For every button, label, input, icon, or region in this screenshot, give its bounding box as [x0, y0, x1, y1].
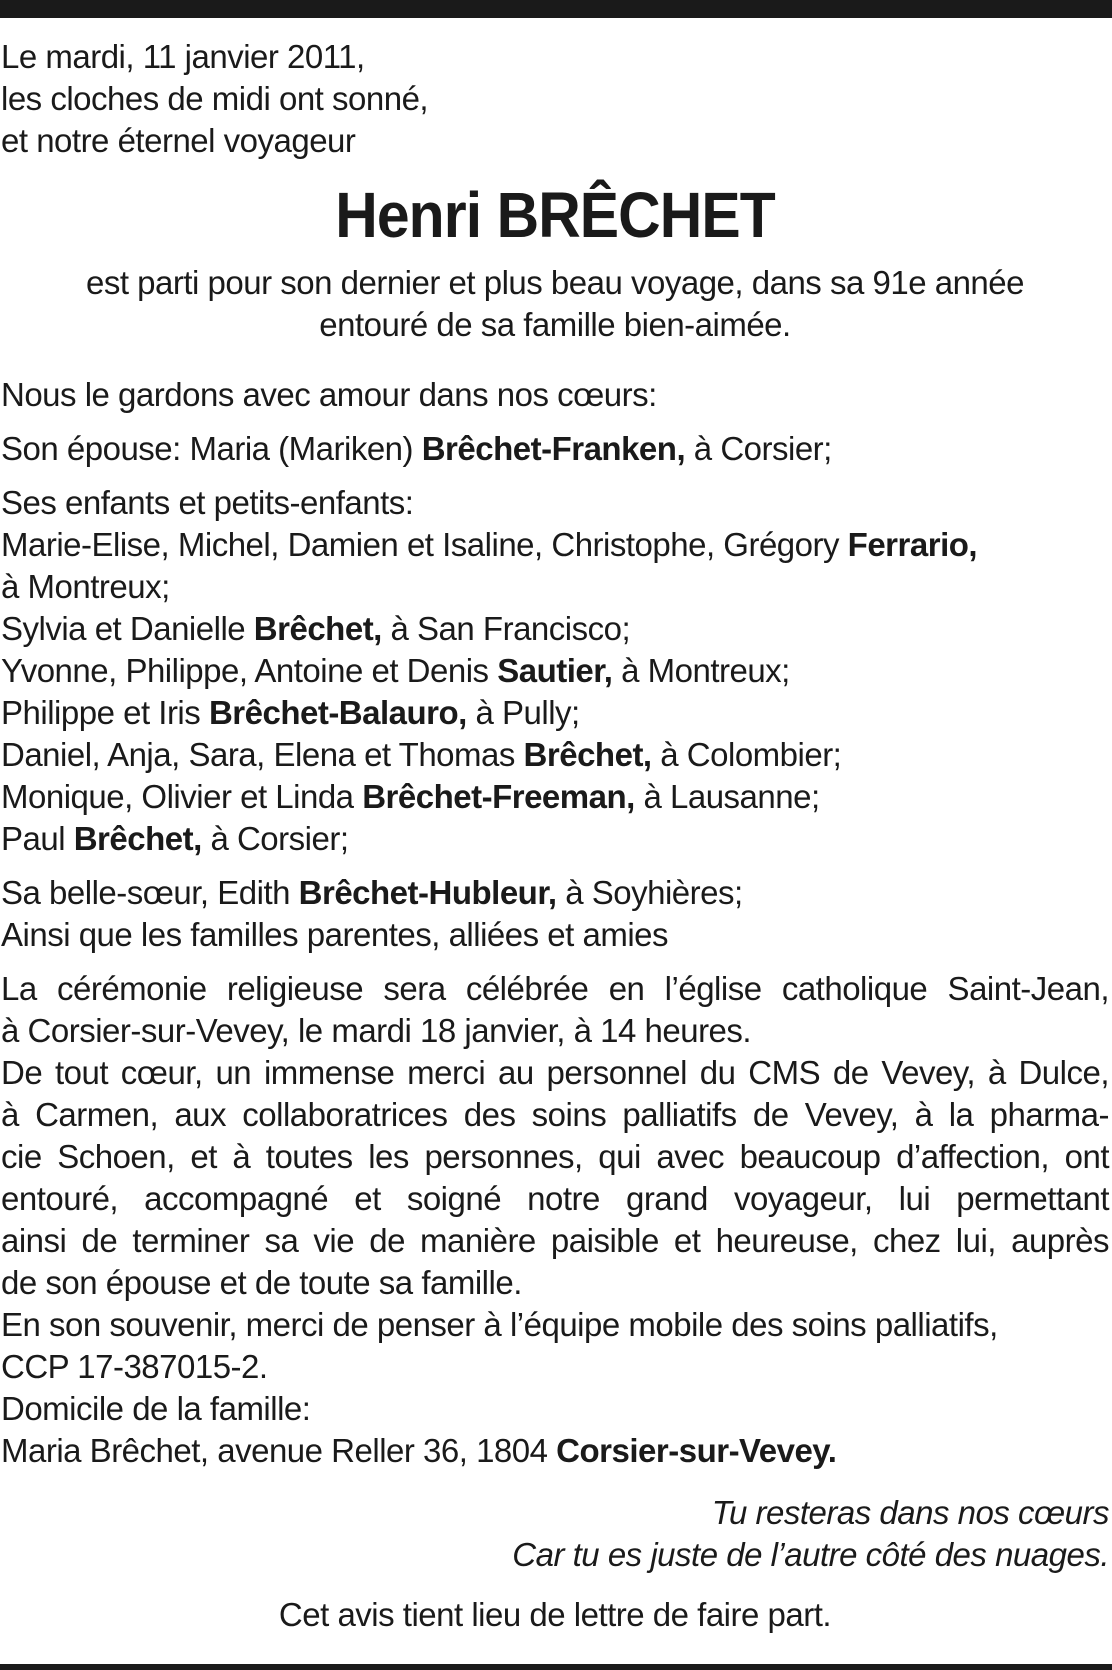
family-line — [1, 734, 1109, 776]
keep-line: Nous le gardons avec amour dans nos cœurs: — [1, 376, 657, 413]
ceremony-block — [1, 968, 1109, 1052]
family-line — [1, 692, 1109, 734]
sister-in-law-surname: Brêchet-Hubleur, — [298, 874, 557, 911]
subtitle-block — [1, 262, 1109, 346]
spouse-line — [1, 428, 1109, 470]
quote-line: Car tu es juste de l’autre côté des nuages. — [512, 1536, 1109, 1573]
footer-note: Cet avis tient lieu de lettre de faire part. — [278, 1596, 832, 1633]
family-place: à San Francisco; — [381, 610, 631, 647]
bottom-border-rule — [0, 1664, 1112, 1670]
subtitle-line: entouré de sa famille bien-aimée. — [319, 306, 791, 343]
domicile-address — [1, 1430, 1109, 1472]
family-names: Marie-Elise, Michel, Damien et Isaline, Christophe, Grégory — [1, 526, 848, 563]
sister-in-law-place: à Soyhières; — [556, 874, 743, 911]
spouse-text: Son épouse: Maria (Mariken) — [1, 430, 422, 467]
family-names: Sylvia et Danielle — [1, 610, 254, 647]
family-place: à Corsier; — [201, 820, 349, 857]
family-surname: Brêchet, — [253, 610, 382, 647]
memory-line: En son souvenir, merci de penser à l’équipe mobile des soins palliatifs, — [1, 1306, 998, 1343]
thanks-line: de son épouse et de toute sa famille. — [1, 1264, 522, 1301]
family-line — [1, 608, 1109, 650]
family-surname: Brêchet, — [523, 736, 652, 773]
family-surname: Brêchet-Balauro, — [208, 694, 467, 731]
quote-block — [1, 1492, 1109, 1576]
family-names: Philippe et Iris — [1, 694, 209, 731]
family-place: à Colombier; — [651, 736, 842, 773]
memory-line: CCP 17-387015-2. — [1, 1348, 268, 1385]
spouse-surname: Brêchet-Franken, — [421, 430, 686, 467]
family-place: à Lausanne; — [634, 778, 820, 815]
subtitle-line: est parti pour son dernier et plus beau voyage, dans sa 91e année — [85, 264, 1024, 301]
intro-line: et notre éternel voyageur — [1, 122, 356, 159]
intro-block — [1, 36, 1109, 162]
memory-block — [1, 1304, 1109, 1388]
family-place: à Montreux; — [612, 652, 790, 689]
family-names: Monique, Olivier et Linda — [1, 778, 363, 815]
thanks-line: entouré, accompagné et soigné notre grand voyageur, lui permettant — [1, 1180, 1109, 1217]
family-line — [1, 566, 1109, 608]
children-list — [1, 524, 1109, 860]
ceremony-line: à Corsier-sur-Vevey, le mardi 18 janvier, à 14 heures. — [1, 1012, 752, 1049]
sister-in-law-text: Sa belle-sœur, Edith — [1, 874, 299, 911]
thanks-block — [1, 1052, 1109, 1304]
thanks-line: cie Schoen, et à toutes les personnes, qui avec beaucoup d’affection, ont — [1, 1138, 1109, 1175]
intro-line: Le mardi, 11 janvier 2011, — [1, 38, 365, 75]
family-line — [1, 650, 1109, 692]
family-names: Daniel, Anja, Sara, Elena et Thomas — [1, 736, 524, 773]
deceased-name: Henri BRÊCHET — [335, 179, 775, 251]
domicile-heading: Domicile de la famille: — [1, 1390, 311, 1427]
thanks-line: De tout cœur, un immense merci au personnel du CMS de Vevey, à Dulce, — [1, 1054, 1109, 1091]
domicile-street: Maria Brêchet, avenue Reller 36, 1804 — [1, 1432, 557, 1469]
obituary-notice — [1, 36, 1109, 1636]
domicile-town: Corsier-sur-Vevey. — [556, 1432, 837, 1469]
family-line — [1, 776, 1109, 818]
family-names: à Montreux; — [1, 568, 170, 605]
family-place: à Pully; — [466, 694, 580, 731]
domicile-block — [1, 1388, 1109, 1472]
family-names: Paul — [1, 820, 74, 857]
thanks-line: ainsi de terminer sa vie de manière paisible et heureuse, chez lui, auprès — [1, 1222, 1109, 1259]
family-surname: Sautier, — [497, 652, 613, 689]
family-surname: Brêchet-Freeman, — [362, 778, 635, 815]
thanks-line: à Carmen, aux collaboratrices des soins palliatifs de Vevey, à la pharma- — [1, 1096, 1109, 1133]
children-heading: Ses enfants et petits-enfants: — [1, 484, 414, 521]
family-line — [1, 524, 1109, 566]
family-names: Yvonne, Philippe, Antoine et Denis — [1, 652, 498, 689]
quote-line: Tu resteras dans nos cœurs — [711, 1494, 1109, 1531]
sister-in-law-line — [1, 872, 1109, 914]
families-line: Ainsi que les familles parentes, alliées et amies — [1, 916, 669, 953]
family-line — [1, 818, 1109, 860]
family-surname: Ferrario, — [847, 526, 978, 563]
top-border-rule — [0, 0, 1112, 18]
intro-line: les cloches de midi ont sonné, — [1, 80, 429, 117]
ceremony-line: La cérémonie religieuse sera célébrée en l’église catholique Saint-Jean, — [1, 970, 1109, 1007]
spouse-place: à Corsier; — [685, 430, 832, 467]
family-surname: Brêchet, — [73, 820, 202, 857]
